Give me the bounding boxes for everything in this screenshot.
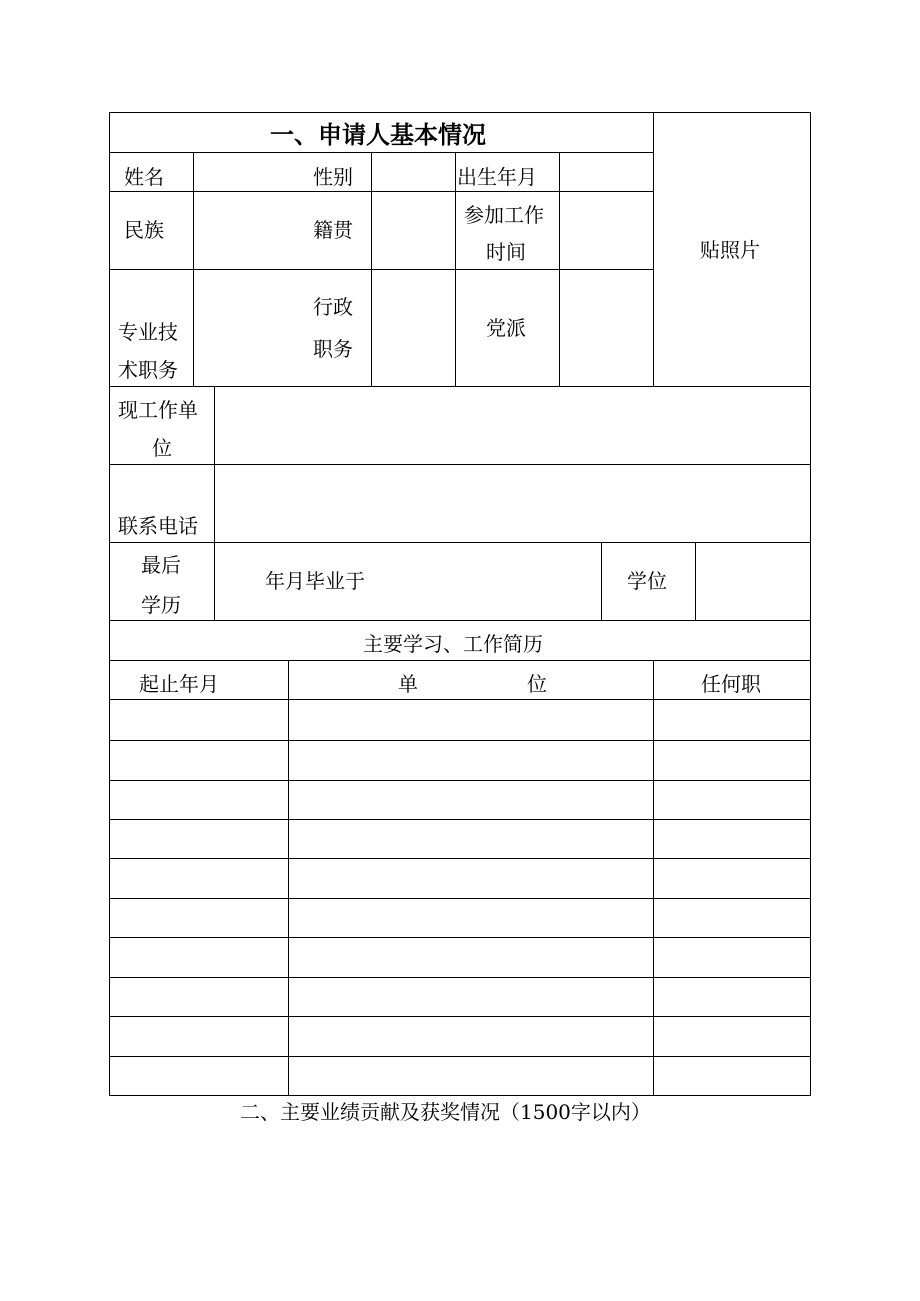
resume-cell-unit[interactable] — [289, 859, 653, 897]
resume-cell-unit[interactable] — [289, 741, 653, 779]
col-divider — [214, 386, 215, 621]
col-divider — [559, 152, 560, 387]
resume-cell-position[interactable] — [654, 741, 810, 779]
resume-cell-period[interactable] — [110, 700, 288, 739]
employer-label-line1: 现工作单 — [118, 398, 198, 422]
resume-cell-period[interactable] — [110, 978, 288, 1015]
degree-label: 学位 — [627, 569, 667, 593]
col-divider — [695, 542, 696, 621]
education-label-line2: 学历 — [141, 593, 181, 617]
work-start-label-line1: 参加工作 — [464, 203, 544, 227]
resume-cell-position[interactable] — [654, 820, 810, 857]
resume-cell-period[interactable] — [110, 820, 288, 857]
education-label-line1: 最后 — [141, 553, 181, 577]
resume-cell-period[interactable] — [110, 741, 288, 779]
resume-cell-unit[interactable] — [289, 820, 653, 857]
resume-title: 主要学习、工作简历 — [363, 632, 543, 656]
col-divider — [455, 152, 456, 387]
col-header-period: 起止年月 — [139, 672, 219, 696]
resume-cell-unit[interactable] — [289, 1017, 653, 1055]
work-start-label-line2: 时间 — [486, 240, 526, 264]
resume-cell-unit[interactable] — [289, 781, 653, 818]
resume-cell-position[interactable] — [654, 859, 810, 897]
resume-cell-period[interactable] — [110, 1017, 288, 1055]
col-header-unit-part2: 位 — [527, 672, 547, 696]
col-divider — [653, 112, 654, 387]
row-divider — [109, 191, 653, 192]
table-border-right — [810, 112, 811, 1096]
gender-label: 性别 — [313, 165, 353, 189]
section2-title: 二、主要业绩贡献及获奖情况（1500字以内） — [240, 1100, 651, 1124]
row-divider — [109, 269, 653, 270]
resume-cell-unit[interactable] — [289, 978, 653, 1015]
admin-post-label-line1: 行政 — [313, 295, 353, 319]
prof-title-label-line2: 术职务 — [118, 358, 178, 382]
resume-cell-unit[interactable] — [289, 899, 653, 936]
resume-cell-unit[interactable] — [289, 700, 653, 739]
resume-cell-period[interactable] — [110, 781, 288, 818]
table-border-top — [109, 112, 811, 113]
native-place-label: 籍贯 — [313, 218, 353, 242]
name-label: 姓名 — [124, 165, 164, 189]
phone-label: 联系电话 — [118, 514, 198, 538]
row-divider — [109, 152, 653, 153]
col-divider — [193, 152, 194, 387]
employer-label-line2: 位 — [152, 436, 172, 460]
col-divider — [601, 542, 602, 621]
resume-cell-period[interactable] — [110, 859, 288, 897]
resume-cell-unit[interactable] — [289, 938, 653, 976]
col-header-unit-part1: 单 — [398, 672, 418, 696]
resume-cell-unit[interactable] — [289, 1057, 653, 1094]
resume-cell-position[interactable] — [654, 1017, 810, 1055]
col-divider — [371, 152, 372, 387]
row-divider — [109, 660, 811, 661]
resume-cell-period[interactable] — [110, 938, 288, 976]
birth-label: 出生年月 — [457, 165, 537, 189]
resume-cell-position[interactable] — [654, 1057, 810, 1094]
resume-cell-period[interactable] — [110, 899, 288, 936]
resume-cell-position[interactable] — [654, 899, 810, 936]
photo-placeholder[interactable]: 贴照片 — [700, 238, 760, 262]
resume-cell-position[interactable] — [654, 978, 810, 1015]
table-border-bottom — [109, 1095, 811, 1096]
resume-cell-position[interactable] — [654, 700, 810, 739]
resume-cell-period[interactable] — [110, 1057, 288, 1094]
prof-title-label-line1: 专业技 — [118, 320, 178, 344]
col-header-position: 任何职 — [701, 672, 761, 696]
admin-post-label-line2: 职务 — [313, 337, 353, 361]
resume-cell-position[interactable] — [654, 938, 810, 976]
party-label: 党派 — [486, 316, 526, 340]
section-title: 一、申请人基本情况 — [270, 121, 486, 149]
ethnicity-label: 民族 — [124, 218, 164, 242]
graduated-label: 年月毕业于 — [265, 569, 365, 593]
resume-cell-position[interactable] — [654, 781, 810, 818]
